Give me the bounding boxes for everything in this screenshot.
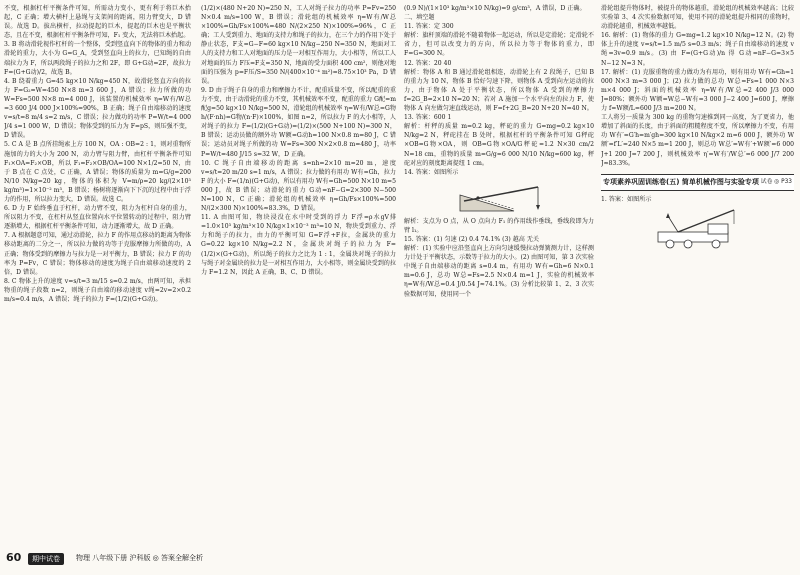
- section-banner: [601, 174, 794, 191]
- paragraph: 13. 答案：600 1: [404, 114, 452, 122]
- paragraph: (0.9 N)/(1×10³ kg/m³×10 N/kg)=9 g/cm³，A 错误，D 正确。: [404, 5, 586, 12]
- paragraph: 解析：支点为 O 点，从 O 点向力 F₁ 的作用线作垂线，垂线段即为力臂 l₁。: [404, 217, 594, 234]
- column-2: [201, 4, 396, 546]
- paragraph: 滑轮组提升物体时，被提升的物体越重，滑轮组的机械效率越高；比较实验第 3、4 次实验数据可知，使用不同的滑轮组提升相同的重物时，动滑轮越重，机械效率越低。: [601, 5, 794, 31]
- paragraph: 12. 答案：20 40: [404, 59, 452, 67]
- paragraph: 1. 答案：如图所示: [601, 195, 652, 203]
- column-4: [601, 4, 794, 546]
- lever-diagram-figure: [454, 179, 544, 215]
- paragraph: 解析：杆秤的质量 m=0.2 kg，秤砣的重力 G=mg=0.2 kg×10 N/kg=2 N，秤砣挂在 B 处时，根据杠杆的平衡条件可知 G秤砣×OB=G物×OA，则 OB=G物×OA/G秤砣=1.2 N×30 cm/2 N=18 cm，重物的质量 m=G/g=6 000 N/10 N/kg=600 kg，秤砣对应的刻度距离提纽 1 cm。: [404, 123, 594, 167]
- paragraph: 9. D 由于绳子自身的重力和摩擦力不计，配重质量不变，所以配重的重力不变，由于动滑轮的重力不变，其机械效率不变，配重的重力 G配=m配g=50 kg×10 N/kg=500 N，滑轮组的机械效率 η=W有/W总=G物h/(F·nh)=G物/(n·F)×100%，如图 n=2，所以拉力 F 的大小相等，人对绳子的拉力 F=(1/2)(G+G动)=(1/2)×(500 N+100 N)=300 N，B 错误；运动员做的额外功 W额=G动h=100 N×0.8 m=80 J，C 错误；运动员对绳子所做的功 W=Fs=300 N×2×0.8 m=480 J，功率 P=W/t=480 J/15 s=32 W，D 正确。: [201, 86, 396, 158]
- paragraph: 4. B 绕着重力 G=45 kg×10 N/kg=450 N，故滑轮竖直方向的拉力 F=G₂=W=450 N×8 m=3 600 J，A 错误；拉力所做的功 W=Fs=500 N×8 m=4 000 J，该装置的机械效率 η=W有/W总=3 600 J/4 000 J×100%=90%，B 正确；绳子自由端移动的速度 v=s/t=8 m/4 s=2 m/s，C 错误；拉力做功的功率 P=W/t=4 000 J/4 s=1 000 W，D 错误；物体受到的压力为 F=pS，则压强不变，D 错误。: [4, 77, 191, 140]
- paragraph: 不变，根据杠杆平衡条件可知，所需动力变小，更有利于将巨木抬起，C 正确；增大横杆上悬绳与支架间的距离，阻力臂变大，D 错误。故选 D。拔出横杆，拉动提起的巨木，提起的巨木也是平衡状态，且在不变，根据杠杆平衡条件可知，F₁ 变大，无法将巨木抬起。: [4, 5, 191, 40]
- paragraph: 14. 答案：如图所示: [404, 168, 459, 176]
- banner-page-ref: 试卷 ◎ P33: [760, 178, 792, 185]
- paragraph: 16. 解析：(1) 物体的重力 G=mg=1.2 kg×10 N/kg=12 N。(2) 物体上升的速度 v=s/t=1.5 m/5 s=0.3 m/s；绳子自由端移动的速度 v绳=3v=0.9 m/s。(3) 由 F=(G+G动)/n 得 G动=nF−G=3×5 N−12 N=3 N。: [601, 32, 794, 67]
- paragraph: 解析：(1) 实验中应沿竖直向上方向匀速缓慢拉动弹簧测力计，这样测力计处于平衡状态，示数等于拉力的大小。(2) 由图可知，第 3 次实验中绳子自由端移动的距离 s=0.4 m，有用功 W有=Gh=6 N×0.1 m=0.6 J，总功 W总=Fs=2.5 N×0.4 m=1 J，实验的机械效率 η=W有/W总=0.4 J/0.54 J≈74.1%。(3) 分析比较第 1、2、3 次实验数据可知，使用同一个: [404, 245, 594, 298]
- paragraph: 7. A 根据题意可知，通过动滑轮，拉力 F 的作用点移动的距离为物体移动距离的二分之一，所以拉力做的功等于克服摩擦力所做的功，A 正确；物体受到的摩擦力与拉力是一对平衡力，B 错误；拉力 F 的功率为 P=Fv，C 错误；物体移动的速度为绳子自由端移动速度的 2 倍，D 错误。: [4, 232, 191, 276]
- page-number: 60: [6, 551, 22, 564]
- crane-truck-figure: [638, 206, 758, 250]
- banner-title: 专项素养巩固训练卷(五) 简单机械作图与实验专项: [603, 177, 759, 186]
- paragraph: 17. 解析：(1) 克服重物的重力做功为有用功，则有用功 W有=Gh=1 000 N×3 m=3 000 J；(2) 拉力做的总功 W总=Fs=1 000 N×3 m×4 000 J；斜面的机械效率 η=W有/W总=2 400 J/3 000 J=80%；额外功 W额=W总−W有=3 000 J−2 400 J=600 J，摩擦力 f=W额/L=600 J/3 m=200 N。: [601, 68, 794, 113]
- paragraph: 5. C A 是 B 点所挂绳索上方 100 N，OA : OB=2 : 1，则对重物所施加的力的大小为 200 N，动力臂与阻力臂，由杠杆平衡条件可知 F₁×OA=F₂×OB，所以 F₁=F₂×OB/OA=100 N×1/2=50 N，由于 B 点在 C 点处，C 正确，A 错误；物体的质量为 m=G/g=200 N/10 N/kg=20 kg，物体的体积为 V=m/ρ=20 kg/(2×10³ kg/m³)=1×10⁻² m³，B 错误；杨树将逐渐向下下沉的过程中由于浮力的作用，所以拉力变大，D 错误。故选 C。: [4, 141, 191, 203]
- section-heading: 二、填空题: [404, 14, 435, 22]
- column-3: [404, 4, 594, 546]
- footer-text: 物理 八年级下册 沪科版 ◎ 答案全解全析: [76, 554, 204, 562]
- paragraph: (1/2)×(480 N+20 N)=250 N，工人对绳子拉力的功率 P=Fv=250 N×0.4 m/s=100 W，B 错误；滑轮组的机械效率 η=W有/W总×100%=Gh/Fs×100%=480 N/(2×250 N)×100%=96%，C 正确；工人受到重力、地面的支持力和绳子的拉力，在三个力的作用下处于静止状态，F支=G−F=60 kg×10 N/kg−250 N=350 N，地面对工人的支持力和工人对地面的压力是一对相互作用力，大小相等，所以工人对地面的压力 F压=F支=350 N，地面的受力面积 400 cm²，则他对地面的压强为 p=F压/S=350 N/(400×10⁻⁴ m²)=8.75×10³ Pa，D 错误。: [201, 5, 396, 85]
- paragraph: 11. A 由图可知，物块浸没在水中时受到的浮力 F浮=ρ水gV排=1.0×10³ kg/m³×10 N/kg×1×10⁻³ m³=10 N，物块受到重力、浮力和绳子的拉力，由力的平衡可知 G=F浮+F拉，金属块的重力 G=0.22 kg×10 N/kg=2.2 N，金属块对绳子的拉力为 F=(1/2)×(G+G动)，所以绳子的拉力之比为 1 : 1，金属块对绳子的拉力与绳子对金属块的拉力是一对相互作用力，大小相等，则金属块受到的拉力 F=1.2 N，因此 A 正确，B、C、D 错误。: [201, 214, 396, 276]
- paragraph: 工人将另一质量为 300 kg 的重物匀速推到同一高度，为了更省力，他增加了斜面的长度，由于斜面的粗糙程度不变，所以摩擦力不变，有用功 W有′=G′h=m′gh=300 kg×10 N/kg×2 m=6 000 J，额外功 W额′=f′L′=240 N×5 m=1 200 J，则总功 W总′=W有′+W额′=6 000 J+1 200 J=7 200 J，则机械效率 η′=W有′/W总′=6 000 J/7 200 J≈83.3%。: [601, 114, 794, 167]
- paragraph: 解析：物体 A 和 B 通过滑轮组相连，动滑轮上有 2 段绳子，已知 B 的重力为 10 N，物体 B 恰好匀速下降，则物体 A 受到向左运动的拉力，由于物体 A 处于平衡状态，所以物体 A 受到的摩擦力 f=2G_B=2×10 N=20 N；若对 A 施加一个水平向左的拉力 F，使物体 A 向左做匀速直线运动，则 F=f+2G_B=20 N+20 N=40 N。: [404, 68, 594, 113]
- paragraph: 10. C 绳子自由端移动的距离 s=nh=2×10 m=20 m，速度 v=s/t=20 m/20 s=1 m/s，A 错误；拉力做的有用功 W有=Gh，拉力 F 的大小 F=(1/n)(G+G动)，所以有用功 W有=Gh=500 N×10 m=5 000 J，故 B 错误；动滑轮的重力 G动=nF−G=2×300 N−500 N=100 N，C 正确；滑轮组的机械效率 η=Gh/Fs×100%=500 N/(2×300 N)×100%≈83.3%，D 错误。: [201, 159, 396, 213]
- paragraph: 解析：旗杆顶端的滑轮不随着物体一起运动，所以是定滑轮；定滑轮不省力，但可以改变力的方向，所以拉力等于物体的重力，即 F=G=300 N。: [404, 32, 594, 58]
- paragraph: 3. B 将动滑轮视作杠杆的一个整体，受到竖直向下的物体的重力和动滑轮的重力，大小为 G=G_A，受到竖直向上的拉力，已知绳的自由端拉力为 F，所以两段绳子的拉力之和 2F，即 G+G动=2F，故拉力 F=(G+G动)/2，故选 B。: [4, 41, 191, 76]
- paragraph: 15. 答案：(1) 匀速 (2) 0.4 74.1% (3) 越高 无关: [404, 235, 539, 243]
- paragraph: 11. 答案：定 300: [404, 23, 454, 31]
- column-1: [4, 4, 191, 546]
- paragraph: 8. C 物体上升的速度 v=s/t=3 m/15 s=0.2 m/s，由两可知，承担物重的绳子段数 n=2，则绳子自由端的移动速度 v绳=2v=2×0.2 m/s=0.4 m/s，A 错误；绳子的拉力 F=(1/2)(G+G动)。: [4, 277, 191, 303]
- paragraph: 6. D 力 F 始终垂直于杠杆，动力臂不变，阻力为杠杆自身的重力，所以阻力不变，在杠杆从竖直位置向水平位置转动的过程中，阻力臂逐渐增大，根据杠杆平衡条件可知，动力逐渐增大，故 D 正确。: [4, 205, 191, 231]
- footer-brand: 期中试卷: [28, 553, 64, 565]
- page-footer: [0, 549, 800, 575]
